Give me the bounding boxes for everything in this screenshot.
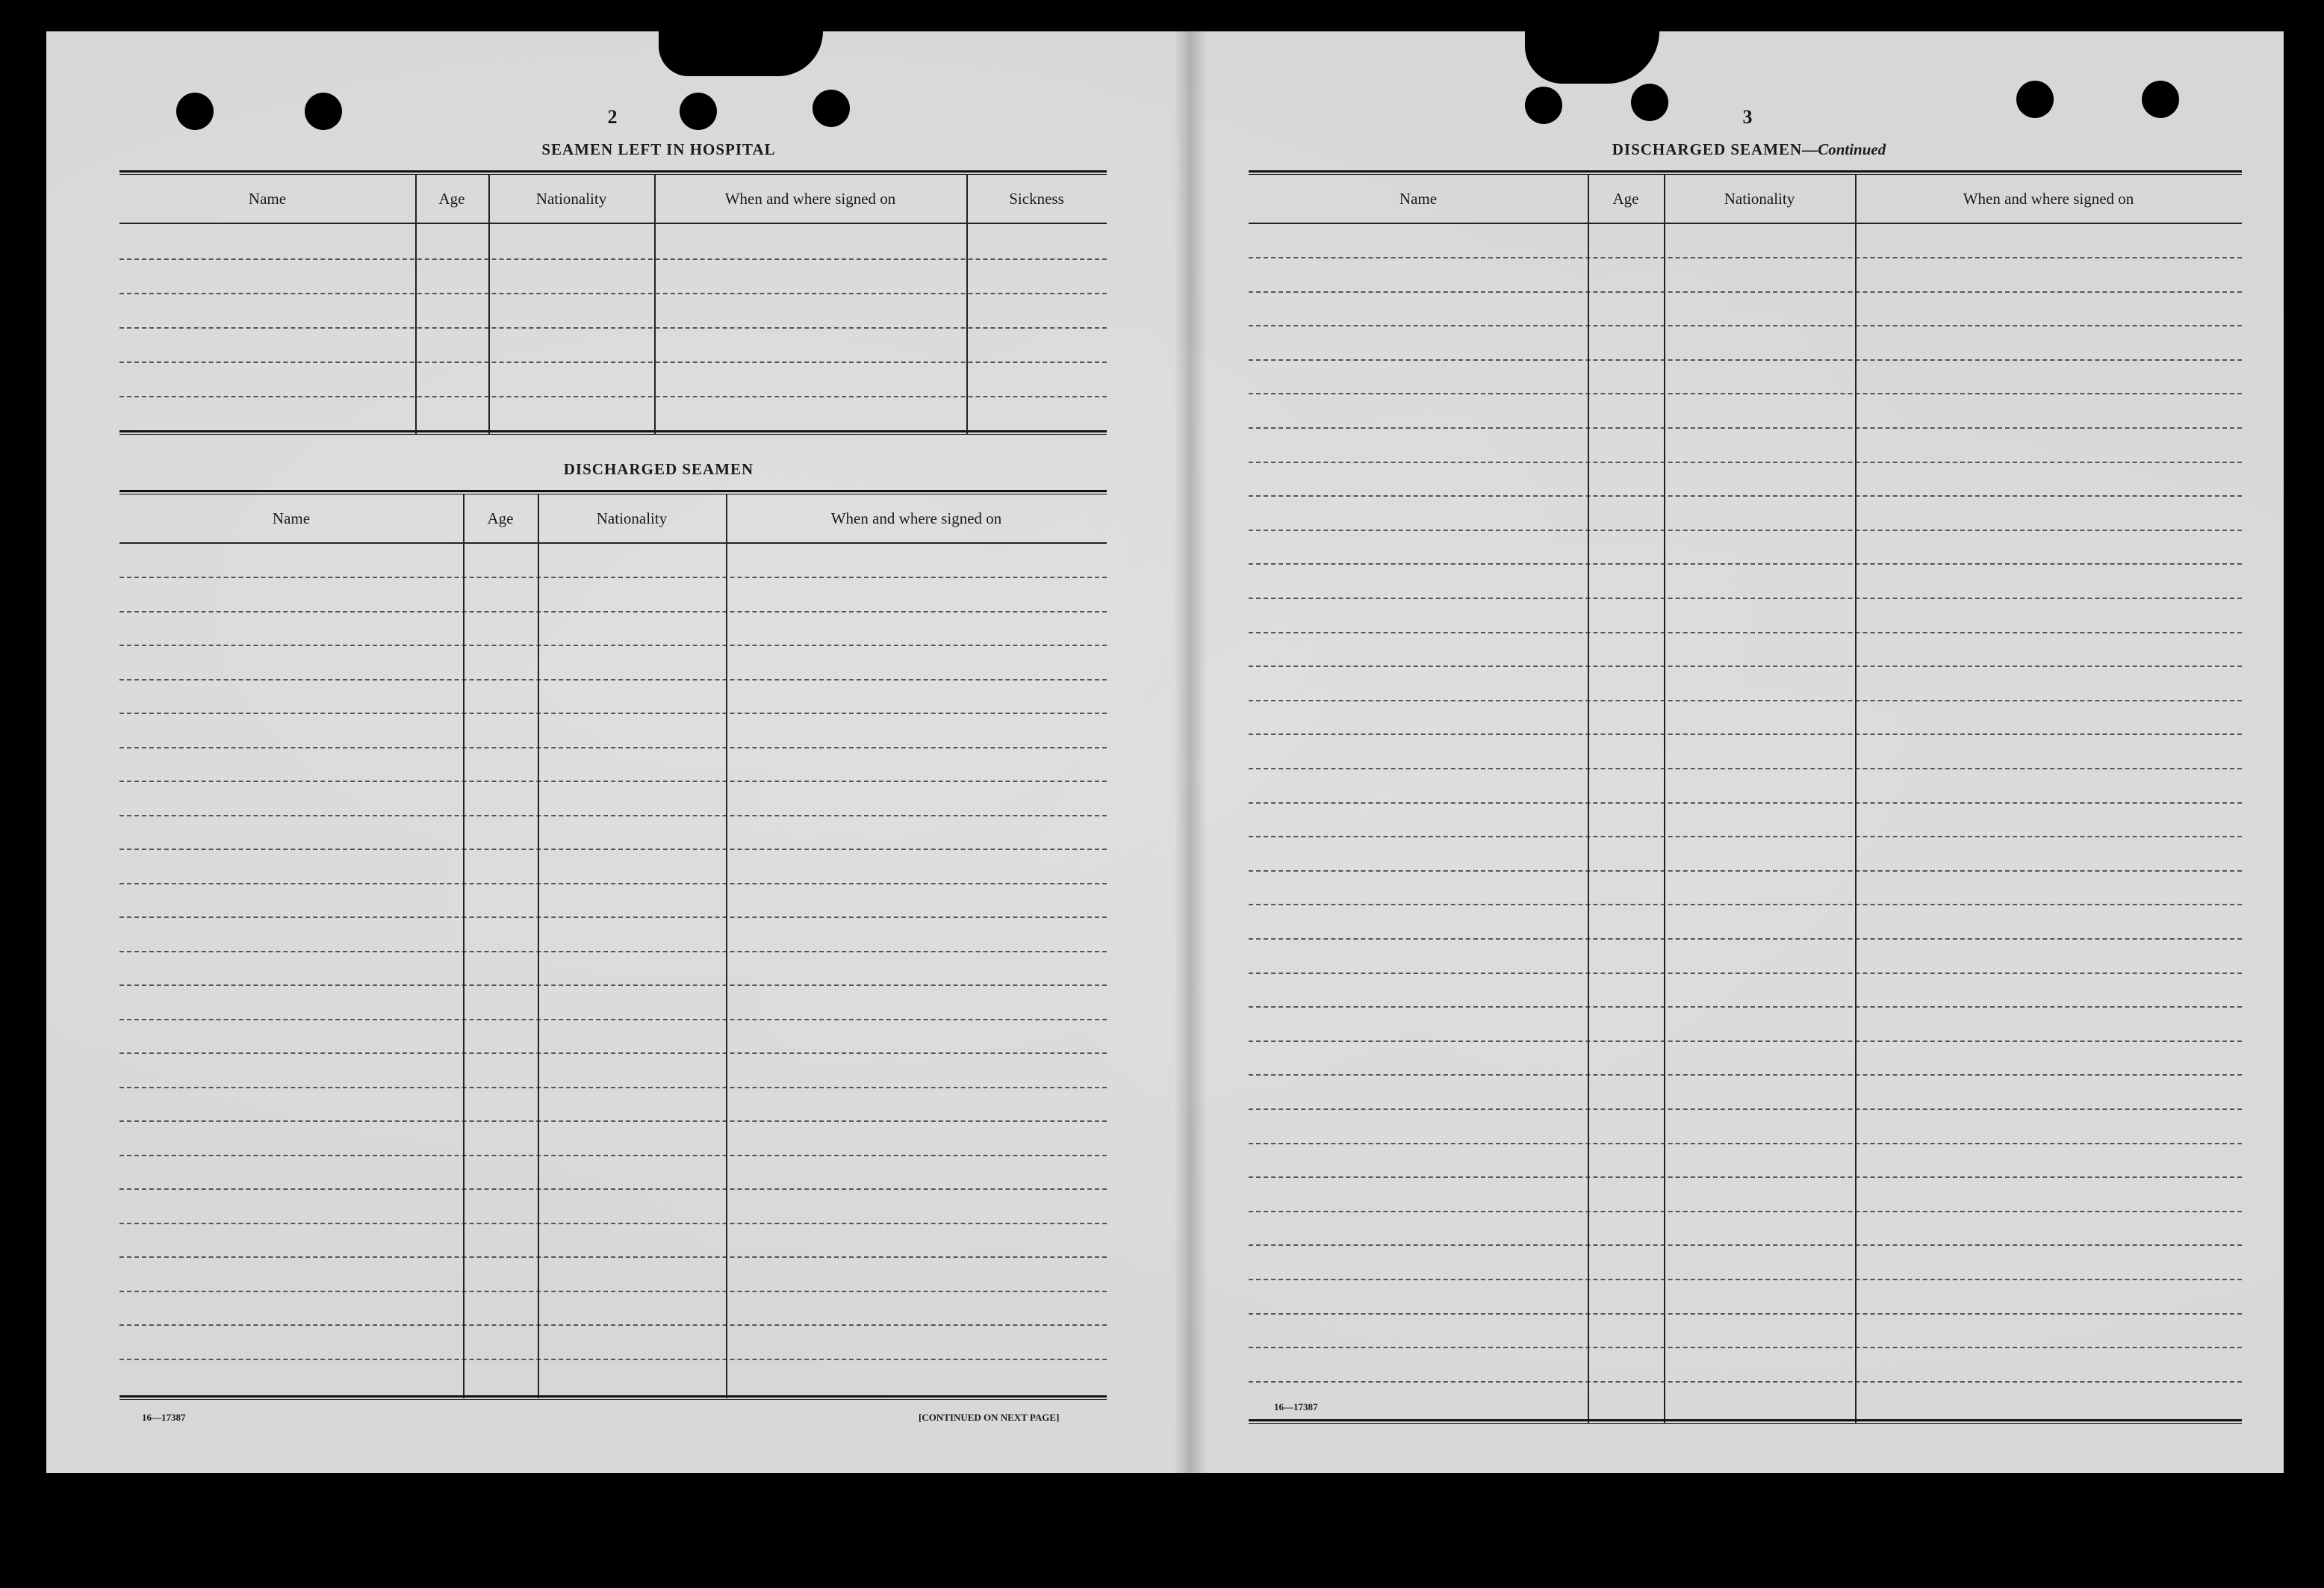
title-suffix: —Continued (1802, 140, 1886, 158)
column-header-name: Name (248, 190, 287, 208)
row-line (1249, 1313, 2242, 1315)
column-divider (1664, 175, 1665, 1424)
row-line (1249, 495, 2242, 497)
row-line (1249, 1143, 2242, 1144)
discharged-section-title: DISCHARGED SEAMEN (563, 460, 754, 478)
column-header-age: Age (438, 190, 465, 208)
document-sheet (46, 31, 2284, 1473)
column-header-age: Age (487, 509, 514, 527)
page-number: 3 (1742, 106, 1753, 128)
column-header-nationality: Nationality (596, 509, 668, 527)
row-line (1249, 1244, 2242, 1246)
row-line (1249, 359, 2242, 361)
discharged-continued-title (1540, 140, 1958, 159)
continued-note: [CONTINUED ON NEXT PAGE] (919, 1412, 1060, 1423)
column-header-nationality: Nationality (1724, 190, 1795, 208)
column-header-name: Name (272, 509, 311, 527)
row-line (1249, 666, 2242, 667)
row-line (1249, 291, 2242, 293)
row-line (1249, 904, 2242, 905)
row-line (1249, 598, 2242, 599)
row-line (1249, 1074, 2242, 1076)
table-bottom-rule (1249, 1419, 2242, 1424)
row-line (1249, 1279, 2242, 1280)
row-line (1249, 836, 2242, 837)
column-header-nationality: Nationality (535, 190, 607, 208)
column-header-signed-on: When and where signed on (830, 509, 1002, 527)
column-header-sickness: Sickness (1009, 190, 1064, 208)
title-main: DISCHARGED SEAMEN (1612, 140, 1803, 158)
row-line (1249, 563, 2242, 565)
row-line (1249, 973, 2242, 974)
column-header-age: Age (1612, 190, 1639, 208)
row-line (1249, 1040, 2242, 1042)
header-rule (1249, 223, 2242, 224)
column-divider (1855, 175, 1857, 1424)
page-number: 2 (607, 106, 618, 128)
row-line (1249, 1211, 2242, 1212)
row-line (1249, 938, 2242, 940)
row-line (1249, 1006, 2242, 1008)
row-line (1249, 257, 2242, 258)
hospital-section-title: SEAMEN LEFT IN HOSPITAL (541, 140, 776, 158)
row-line (1249, 802, 2242, 804)
row-line (1249, 393, 2242, 394)
table-top-rule (1249, 170, 2242, 175)
row-line (1249, 768, 2242, 769)
row-line (1249, 1108, 2242, 1110)
form-number: 16—17387 (142, 1412, 186, 1423)
row-line (1249, 325, 2242, 326)
column-header-signed-on: When and where signed on (1963, 190, 2134, 208)
row-line (1249, 733, 2242, 735)
column-divider (1588, 175, 1589, 1424)
column-header-signed-on: When and where signed on (724, 190, 896, 208)
row-line (1249, 700, 2242, 701)
row-line (1249, 1381, 2242, 1383)
column-header-name: Name (1399, 190, 1438, 208)
row-line (1249, 462, 2242, 463)
row-line (1249, 427, 2242, 429)
row-line (1249, 632, 2242, 633)
row-line (1249, 530, 2242, 531)
right-page (46, 31, 2284, 1473)
row-line (1249, 1347, 2242, 1348)
row-line (1249, 870, 2242, 872)
row-line (1249, 1176, 2242, 1178)
form-number: 16—17387 (1274, 1401, 1318, 1412)
